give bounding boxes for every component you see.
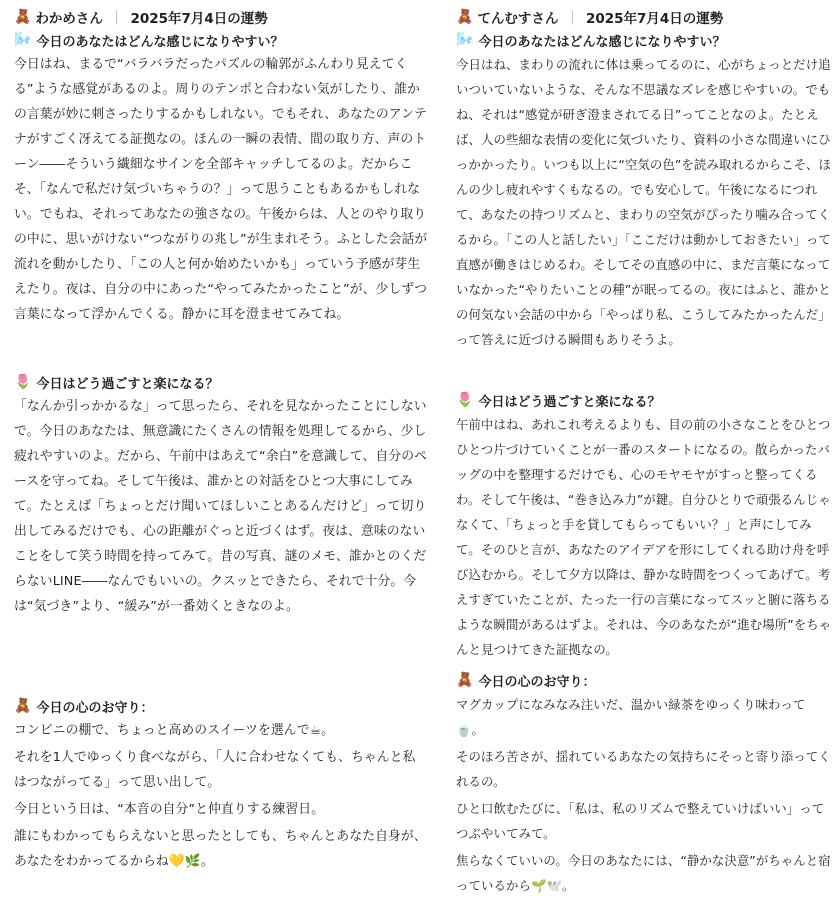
left-charm-line: 誰にもわかってもらえないと思ったとしても、ちゃんとあなた自身が、あなたをわかってるからね💛🌿。 [14, 829, 427, 869]
tulip-icon: 🌷 [14, 374, 32, 390]
left-section1-heading [14, 28, 428, 52]
left-section2-body: 「なんか引っかかるな」って思ったら、それを見なかったことにしないで。今日のあなたは、無意識にたくさんの情報を処理してるから、少し疲れやすいのよ。だから、午前中はあえて“余白”を意識して、自分のペースを守ってね。そして午後は、誰かとの対話をひとつ大事にしてみて。たとえば「ちょっとだけ聞いてほしいことあるんだけど」って切り出してみるだけでも、心の距離がぐっと近づくはず。夜は、意味のないことをして笑う時間を持ってみて。昔の写真、謎のメモ、誰かとのくだらないLINE――なんでもいいの。クスッとできたら、それで十分。今は“気づき”より、“緩み”が一番効くときなのよ。 [14, 399, 428, 614]
bear-icon: 🧸 [14, 698, 32, 714]
bear-icon: 🧸 [456, 9, 474, 25]
header-separator: ｜ [565, 11, 579, 27]
left-charm-line: 今日という日は、“本音の自分”と仲直りする練習日。 [14, 802, 325, 817]
right-section1-title: 今日のあなたはどんな感じになりやすい？ [478, 34, 726, 50]
right-section3-heading [456, 668, 832, 692]
right-section2-title: 今日はどう過ごすと楽になる？ [478, 394, 661, 410]
left-section1-body: 今日はね、まるで“バラバラだったパズルの輪郭がふんわり見えてくる”ような感覚があるのよ。周りのテンポと合わない気がしたり、誰かの言葉が妙に刺さったりするかもしれない。でもそれ、あなたのアンテナがすごく冴えてる証拠なの。ほんの一瞬の表情、間の取り方、声のトーン――そういう繊細なサインを全部キャッチしてるのよ。だからこそ、「なんで私だけ気づいちゃうの？」って思うこともあるかもしれない。でもね、それってあなたの強さなの。午後からは、人とのやり取りの中に、思いがけない“つながりの兆し”が生まれそう。ふとした会話が流れを動かしたり、「この人と何か始めたいかも」っていう予感が芽生えたり。夜は、自分の中にあった“やってみたかったこと”が、少しずつ言葉になって浮かんでくる。静かに耳を澄ませてみてね。 [14, 57, 428, 322]
left-column [14, 0, 428, 874]
right-header [456, 6, 832, 28]
right-section3-title: 今日の心のお守り： [478, 674, 596, 690]
left-charm-line: コンビニの棚で、ちょっと高めのスイーツを選んで☕。 [14, 723, 335, 738]
cloud-icon: 🌬️ [14, 32, 32, 48]
cloud-icon: 🌬️ [456, 32, 474, 48]
left-header [14, 6, 428, 28]
left-section2-title: 今日はどう過ごすと楽になる？ [36, 376, 219, 392]
left-header-date: 2025年7月4日の運勢 [130, 11, 268, 27]
right-header-date: 2025年7月4日の運勢 [585, 11, 724, 27]
right-charm-line: マグカップになみなみ注いだ、温かい緑茶をゆっくり味わって🍵。 [456, 697, 806, 737]
left-section1-title: 今日のあなたはどんな感じになりやすい？ [36, 34, 284, 50]
bear-icon: 🧸 [14, 9, 32, 25]
right-column [456, 0, 832, 898]
right-header-name: てんむすさん [477, 11, 559, 27]
left-charm-line: それを1人でゆっくり食べながら、「人に合わせなくても、ちゃんと私はつながってる」って思い出して。 [14, 750, 416, 790]
bear-icon: 🧸 [456, 672, 474, 688]
right-charm-line: 焦らなくていいの。今日のあなたには、“静かな決意”がちゃんと宿っているから🌱🕊️。 [456, 853, 831, 893]
left-header-name: わかめさん [35, 11, 103, 27]
tulip-icon: 🌷 [456, 392, 474, 408]
right-section1-body: 今日はね、まわりの流れに体は乗ってるのに、心がちょっとだけ追いついていないような、そんな不思議なズレを感じやすいの。でもね、それは“感覚が研ぎ澄まされてる日”ってことなのよ。たとえば、人の些細な表情の変化に気づいたり、資料の小さな間違いにひっかかったり。いつも以上に“空気の色”を読み取れるからこそ、ほんの少し疲れやすくもなるの。でも安心して。午後になるにつれて、あなたの持つリズムと、まわりの空気がぴったり噛み合ってくるから。「この人と話したい」「ここだけは動かしておきたい」って直感が働きはじめるわ。そしてその直感の中に、まだ言葉になっていなかった“やりたいことの種”が眠ってるの。夜にはふと、誰かとの何気ない会話の中から「やっぱり私、こうしてみたかったんだ」って答えに近づける瞬間もありそうよ。 [456, 57, 832, 347]
right-section2-body: 午前中はね、あれこれ考えるよりも、目の前の小さなことをひとつひとつ片づけていくことが一番のスタートになるの。散らかったバッグの中を整理するだけでも、心のモヤモヤがすっと整ってくるわ。そして午後は、“巻き込み力”が鍵。自分ひとりで頑張るんじゃなくて、「ちょっと手を貸してもらってもいい？」と声にしてみて。そのひと言が、あなたのアイデアを形にしてくれる助け舟を呼び込むから。そして夕方以降は、静かな時間をつくってあげて。考えすぎていたことが、たった一行の言葉になってスッと腑に落ちるような瞬間があるはずよ。それは、今のあなたが“進む場所”をちゃんと見つけてきた証拠なの。 [456, 417, 832, 657]
left-section2-heading [14, 370, 428, 394]
right-charm-line: ひと口飲むたびに、「私は、私のリズムで整えていけばいい」ってつぶやいてみて。 [456, 801, 825, 841]
left-section3-heading [14, 694, 428, 718]
right-section1-heading [456, 28, 832, 52]
left-section3-title: 今日の心のお守り： [36, 700, 154, 716]
header-separator: ｜ [109, 11, 124, 27]
right-charm-line: そのほろ苦さが、揺れているあなたの気持ちにそっと寄り添ってくれるの。 [456, 749, 831, 789]
right-section2-heading [456, 388, 832, 412]
